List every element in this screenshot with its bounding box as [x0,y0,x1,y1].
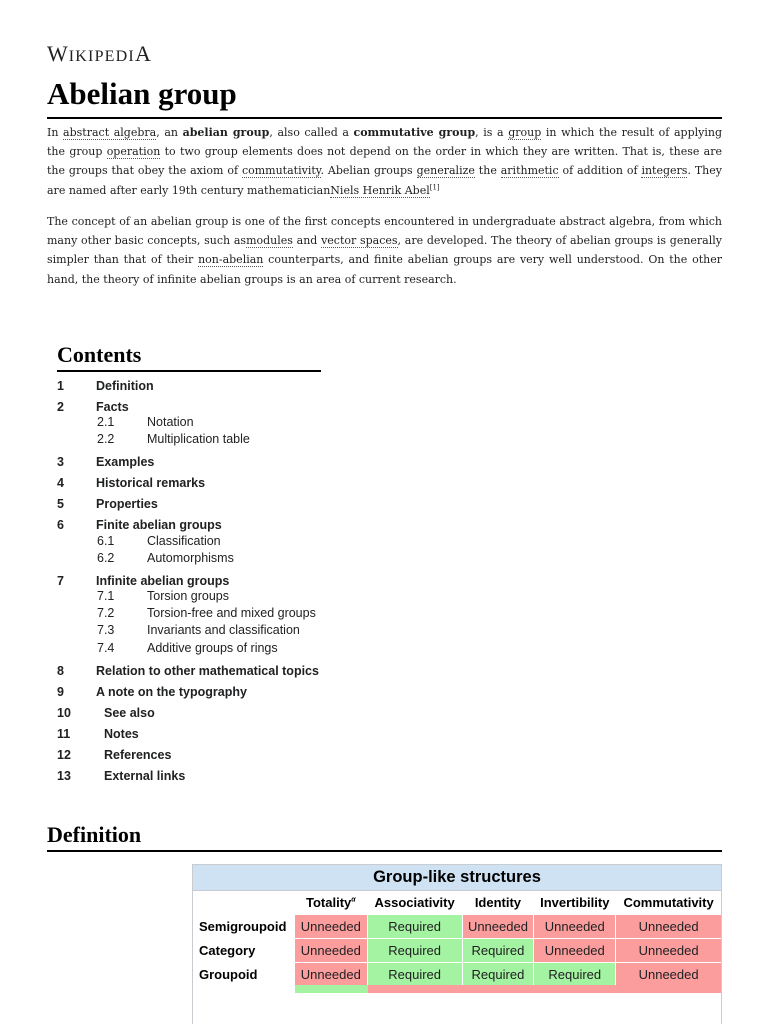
link-niels-henrik-abel[interactable]: Niels Henrik Abel [330,183,430,197]
cell-required: Required [367,915,462,939]
page-title: Abelian group [47,76,237,111]
cell-unneeded: Unneeded [616,939,722,963]
section-heading-definition: Definition [47,822,142,847]
contents-divider [57,370,321,372]
table-header-row [193,891,722,915]
wordmark-final: A [134,41,152,66]
row-header-category[interactable]: Category [193,939,295,963]
section-divider [47,850,722,852]
cell-required: Required [462,939,534,963]
bold-commutative-group: commutative group [353,126,476,139]
table-caption[interactable]: Group-like structures [193,865,722,891]
cell-unneeded: Unneeded [616,915,722,939]
link-operation[interactable]: operation [106,145,161,159]
wordmark-initial: W [47,41,69,66]
totality-footnote[interactable]: α [351,896,356,904]
header-commutativity[interactable]: Commutativity [616,891,722,915]
bold-abelian-group: abelian group [182,126,270,139]
table-row-partial [193,985,721,993]
title-divider [47,117,722,119]
table-row [193,939,722,963]
row-header-groupoid[interactable]: Groupoid [193,963,295,987]
link-generalize[interactable]: generalize [416,164,475,178]
wordmark-middle: IKIPEDI [68,48,135,65]
header-identity[interactable]: Identity [462,891,534,915]
cell-unneeded: Unneeded [616,963,722,987]
table-row [193,963,722,987]
link-non-abelian[interactable]: non-abelian [198,253,264,267]
intro-paragraph-2: The concept of an abelian group is one of the first concepts encountered in undergraduate abstract algebra, from which many other basic concepts, such asmodules and vector spaces, are developed. The theory of abelian groups is generally simpler than that of their non-abelian counterparts, and finite abelian groups are very well understood. On the other hand, the theory of infinite abelian groups is an area of current research. [47,215,722,286]
header-corner [193,891,295,915]
link-commutativity[interactable]: commutativity [241,164,321,178]
header-associativity[interactable]: Associativity [367,891,462,915]
citation-1[interactable]: [1] [429,182,440,191]
link-arithmetic[interactable]: arithmetic [500,164,559,178]
cell-partial-required [295,985,368,993]
group-like-structures-table [192,864,722,987]
wikipedia-wordmark[interactable] [47,41,152,67]
cell-required: Required [462,963,534,987]
cell-unneeded: Unneeded [294,915,367,939]
link-integers[interactable]: integers [641,164,688,178]
cell-partial-unneeded [368,985,721,993]
contents-title: Contents [57,342,142,367]
cell-required: Required [367,939,462,963]
link-modules[interactable]: modules [246,234,293,248]
table-row [193,915,722,939]
cell-unneeded: Unneeded [462,915,534,939]
link-vector-spaces[interactable]: vector spaces [321,234,398,248]
cell-partial-header [193,985,295,993]
intro-paragraph-1: In abstract algebra, an abelian group, also called a commutative group, is a group in which the result of applying the group operation to two group elements does not depend on the order in which they are written. That is, these are the groups that obey the axiom of commutativity. Abelian groups generalize the arithmetic of addition of integers. They are named after early 19th century mathematicianNiels Henrik Abel[1] [47,126,722,197]
cell-unneeded: Unneeded [534,915,616,939]
header-totality[interactable]: Totality$^\alpha$ [294,891,367,915]
cell-unneeded: Unneeded [534,939,616,963]
cell-required: Required [367,963,462,987]
cell-unneeded: Unneeded [294,939,367,963]
link-abstract-algebra[interactable]: abstract algebra [63,126,157,139]
cell-unneeded: Unneeded [294,963,367,987]
cell-required: Required [534,963,616,987]
header-invertibility[interactable]: Invertibility [534,891,616,915]
row-header-semigroupoid[interactable]: Semigroupoid [193,915,295,939]
link-group[interactable]: group [508,126,542,139]
